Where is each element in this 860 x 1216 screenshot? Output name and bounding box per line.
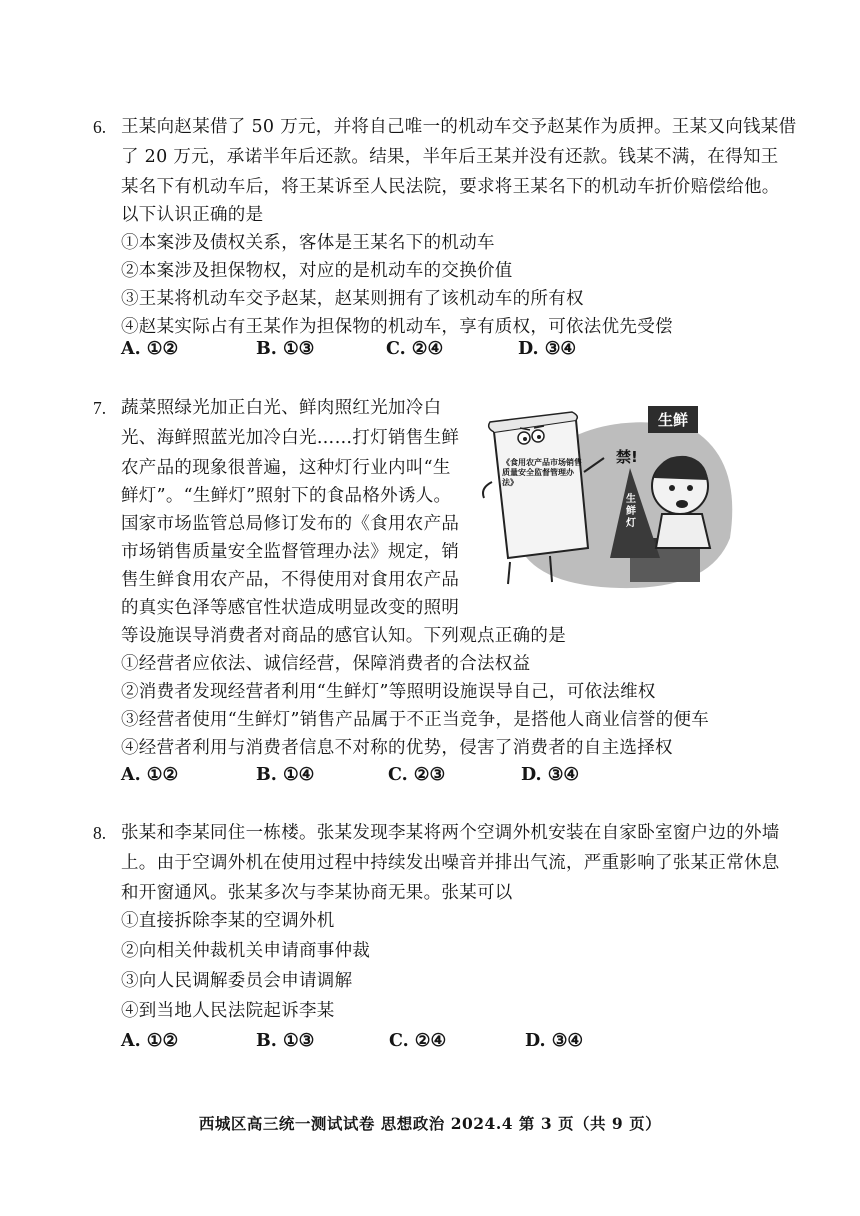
cartoon-illustration: [480, 398, 740, 594]
option-a: A. ①②: [121, 765, 179, 785]
option-c: C. ②④: [389, 1031, 447, 1051]
question-7-stem-line: 国家市场监管总局修订发布的《食用农产品: [121, 514, 460, 534]
question-6-options: [121, 337, 621, 361]
fresh-light-cartoon: [480, 398, 740, 594]
question-7-stem-line: 光、海鲜照蓝光加冷白光……打灯销售生鲜: [121, 428, 460, 448]
question-8-statement: ②向相关仲裁机关申请商事仲裁: [121, 941, 371, 961]
question-6-stem-line: 了 20 万元，承诺半年后还款。结果，半年后王某并没有还款。钱某不满，在得知王: [121, 147, 779, 167]
question-7-statement: ④经营者利用与消费者信息不对称的优势，侵害了消费者的自主选择权: [121, 738, 673, 758]
option-a: A. ①②: [121, 1031, 179, 1051]
question-6-statement: ③王某将机动车交予赵某，赵某则拥有了该机动车的所有权: [121, 289, 584, 309]
option-d: D. ③④: [518, 339, 577, 359]
option-d: D. ③④: [525, 1031, 584, 1051]
option-b: B. ①④: [256, 765, 315, 785]
question-7-stem-line: 农产品的现象很普遍，这种灯行业内叫“生: [121, 458, 451, 478]
question-8-stem-line: 和开窗通风。张某多次与李某协商无果。张某可以: [121, 883, 513, 903]
question-7-statement: ①经营者应依法、诚信经营，保障消费者的合法权益: [121, 654, 531, 674]
question-6-stem-line: 某名下有机动车后，将王某诉至人民法院，要求将王某名下的机动车折价赔偿给他。: [121, 177, 780, 197]
option-b: B. ①③: [256, 339, 315, 359]
question-6-statement: ①本案涉及债权关系，客体是王某名下的机动车: [121, 233, 495, 253]
question-8-stem-line: 张某和李某同住一栋楼。张某发现李某将两个空调外机安装在自家卧室窗户边的外墙: [121, 823, 780, 843]
question-7-stem-line: 售生鲜食用农产品，不得使用对食用农产品: [121, 570, 460, 590]
question-7-stem-line: 等设施误导消费者对商品的感官认知。下列观点正确的是: [121, 626, 566, 646]
question-7-stem-line: 的真实色泽等感官性状造成明显改变的照明: [121, 598, 460, 618]
question-8-number: 8.: [93, 823, 107, 843]
stop-word: 禁!: [616, 448, 638, 466]
question-7-statement: ③经营者使用“生鲜灯”销售产品属于不正当竞争，是搭他人商业信誉的便车: [121, 710, 710, 730]
option-c: C. ②④: [386, 339, 444, 359]
option-c: C. ②③: [388, 765, 446, 785]
question-6-stem-line: 王某向赵某借了 50 万元，并将自己唯一的机动车交予赵某作为质押。王某又向钱某借: [121, 117, 797, 137]
lamp-label: 生鲜灯: [626, 494, 636, 529]
question-7-statement: ②消费者发现经营者利用“生鲜灯”等照明设施误导自己，可依法维权: [121, 682, 656, 702]
question-8-stem-line: 上。由于空调外机在使用过程中持续发出噪音并排出气流，严重影响了张某正常休息: [121, 853, 780, 873]
question-7-stem-line: 蔬菜照绿光加正白光、鲜肉照红光加冷白: [121, 398, 442, 418]
question-6-number: 6.: [93, 117, 107, 137]
question-6-stem-line: 以下认识正确的是: [121, 205, 264, 225]
question-6-statement: ④赵某实际占有王某作为担保物的机动车，享有质权，可依法优先受偿: [121, 317, 673, 337]
question-6-statement: ②本案涉及担保物权，对应的是机动车的交换价值: [121, 261, 513, 281]
fresh-sign: 生鲜: [648, 406, 698, 433]
question-8-statement: ④到当地人民法院起诉李某: [121, 1001, 335, 1021]
question-7-stem-line: 鲜灯”。“生鲜灯”照射下的食品格外诱人。: [121, 486, 452, 506]
question-7-number: 7.: [93, 398, 107, 418]
question-7-stem-line: 市场销售质量安全监督管理办法》规定，销: [121, 542, 460, 562]
page-footer: 西城区高三统一测试试卷 思想政治 2024.4 第 3 页（共 9 页）: [198, 1114, 662, 1133]
question-8-options: [121, 1029, 621, 1053]
option-a: A. ①②: [121, 339, 179, 359]
option-d: D. ③④: [521, 765, 580, 785]
question-8-statement: ③向人民调解委员会申请调解: [121, 971, 353, 991]
option-b: B. ①③: [256, 1031, 315, 1051]
question-8-statement: ①直接拆除李某的空调外机: [121, 911, 335, 931]
question-7-options: [121, 763, 621, 787]
regulation-document-text: 《食用农产品市场销售质量安全监督管理办法》: [502, 458, 582, 487]
